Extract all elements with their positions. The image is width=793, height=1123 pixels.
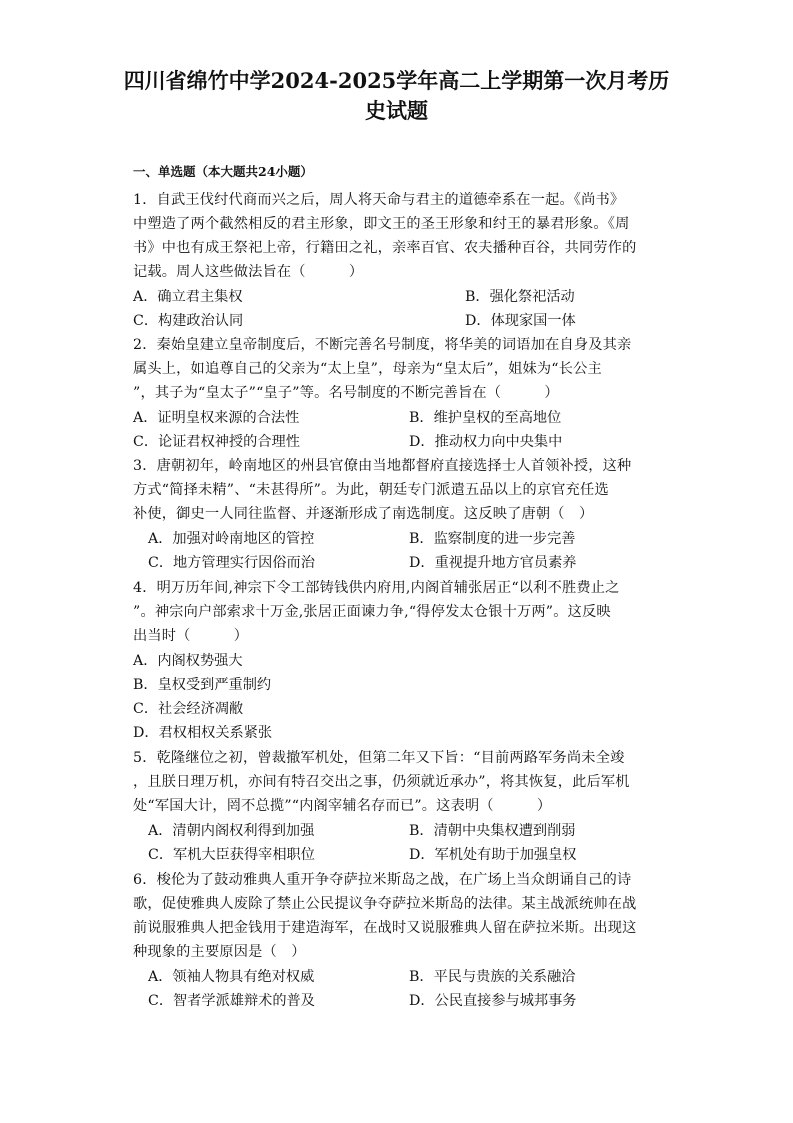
question-text-line: 歌，促使雅典人废除了禁止公民提议争夺萨拉米斯岛的法律。某主战派统帅在战 <box>133 896 637 912</box>
option-d: D．推动权力向中央集中 <box>409 434 563 450</box>
question-text-line: 种现象的主要原因是（ ） <box>133 944 306 960</box>
option-c: C．社会经济凋敝 <box>133 701 244 717</box>
option-a: A．内阁权势强大 <box>133 653 243 669</box>
option-a: A．加强对岭南地区的管控 <box>148 531 315 547</box>
question-text-line: 属头上，如追尊自己的父亲为“太上皇”，母亲为“皇太后”，姐妹为“长公主 <box>133 361 602 377</box>
option-b: B．平民与贵族的关系融洽 <box>409 969 576 985</box>
option-a: A．确立君主集权 <box>133 289 243 305</box>
option-a: A．证明皇权来源的合法性 <box>133 410 300 426</box>
option-b: B．强化祭祀活动 <box>465 289 575 305</box>
question-text-line: 4．明万历年间,神宗下令工部铸钱供内府用,内阁首辅张居正“以利不胜费止之 <box>133 580 620 596</box>
exam-title <box>100 66 693 126</box>
option-d: D．重视提升地方官员素养 <box>409 555 577 571</box>
option-a: A．清朝内阁权利得到加强 <box>148 823 315 839</box>
option-b: B．监察制度的进一步完善 <box>409 531 576 547</box>
question-text-line: 补使，御史一人同往监督、并逐渐形成了南选制度。这反映了唐朝（ ） <box>133 506 594 522</box>
option-a: A．领袖人物具有绝对权威 <box>148 969 315 985</box>
question-text-line: 1．自武王伐纣代商而兴之后，周人将天命与君主的道德牵系在一起。《尚书》 <box>133 192 625 208</box>
question-text-line: 3．唐朝初年，岭南地区的州县官僚由当地都督府直接选择士人首领补授，这种 <box>133 458 632 474</box>
question-text-line: 出当时（ ） <box>133 628 249 644</box>
option-b: B．维护皇权的至高地位 <box>409 410 562 426</box>
question-text-line: ”。神宗向户部索求十万金,张居正面谏力争,“得停发太仓银十万两”。这反映 <box>133 604 611 620</box>
option-c: C．智者学派雄辩术的普及 <box>148 993 315 1009</box>
question-text-line: 方式“简择未精”、“未甚得所”。为此，朝廷专门派遣五品以上的京官充任选 <box>133 482 609 498</box>
question-text-line: 书》中也有成王祭祀上帝，行籍田之礼，亲率百官、农夫播种百谷，共同劳作的 <box>133 240 637 256</box>
section-heading: 一、单选题（本大题共24小题） <box>133 164 313 179</box>
question-text-line: 前说服雅典人把金钱用于建造海军，在战时又说服雅典人留在萨拉米斯。出现这 <box>133 920 637 936</box>
question-text-line: 记载。周人这些做法旨在（ ） <box>133 264 364 280</box>
question-text-line: 中塑造了两个截然相反的君主形象，即文王的圣王形象和纣王的暴君形象。《周 <box>133 216 630 232</box>
option-c: C．构建政治认同 <box>133 313 244 329</box>
question-text-line: ”，其子为“皇太子”“皇子”等。名号制度的不断完善旨在（ ） <box>133 385 559 401</box>
title-line-1: 四川省绵竹中学2024-2025学年高二上学期第一次月考历 <box>123 68 670 93</box>
question-text-line: 2．秦始皇建立皇帝制度后，不断完善名号制度，将华美的词语加在自身及其亲 <box>133 337 632 353</box>
option-d: D．体现家国一体 <box>465 313 576 329</box>
option-c: C．军机大臣获得宰相职位 <box>148 847 315 863</box>
option-c: C．论证君权神授的合理性 <box>133 434 300 450</box>
option-b: B．清朝中央集权遭到削弱 <box>409 823 576 839</box>
option-d: D．公民直接参与城邦事务 <box>409 993 577 1009</box>
question-text-line: 6．梭伦为了鼓动雅典人重开争夺萨拉米斯岛之战，在广场上当众朗诵自己的诗 <box>133 872 632 888</box>
option-c: C．地方管理实行因俗而治 <box>148 555 315 571</box>
question-text-line: 处“军国大计，罔不总揽”“内阁宰辅名存而已”。这表明（ ） <box>133 798 552 814</box>
option-b: B．皇权受到严重制约 <box>133 677 272 693</box>
option-d: D．君权相权关系紧张 <box>133 725 273 741</box>
title-line-2: 史试题 <box>365 98 428 123</box>
question-text-line: 5．乾隆继位之初，曾裁撤军机处，但第二年又下旨：“目前两路军务尚未全竣 <box>133 750 625 766</box>
option-d: D．军机处有助于加强皇权 <box>409 847 577 863</box>
question-text-line: ，且朕日理万机，亦间有特召交出之事，仍须就近承办”，将其恢复，此后军机 <box>133 774 630 790</box>
